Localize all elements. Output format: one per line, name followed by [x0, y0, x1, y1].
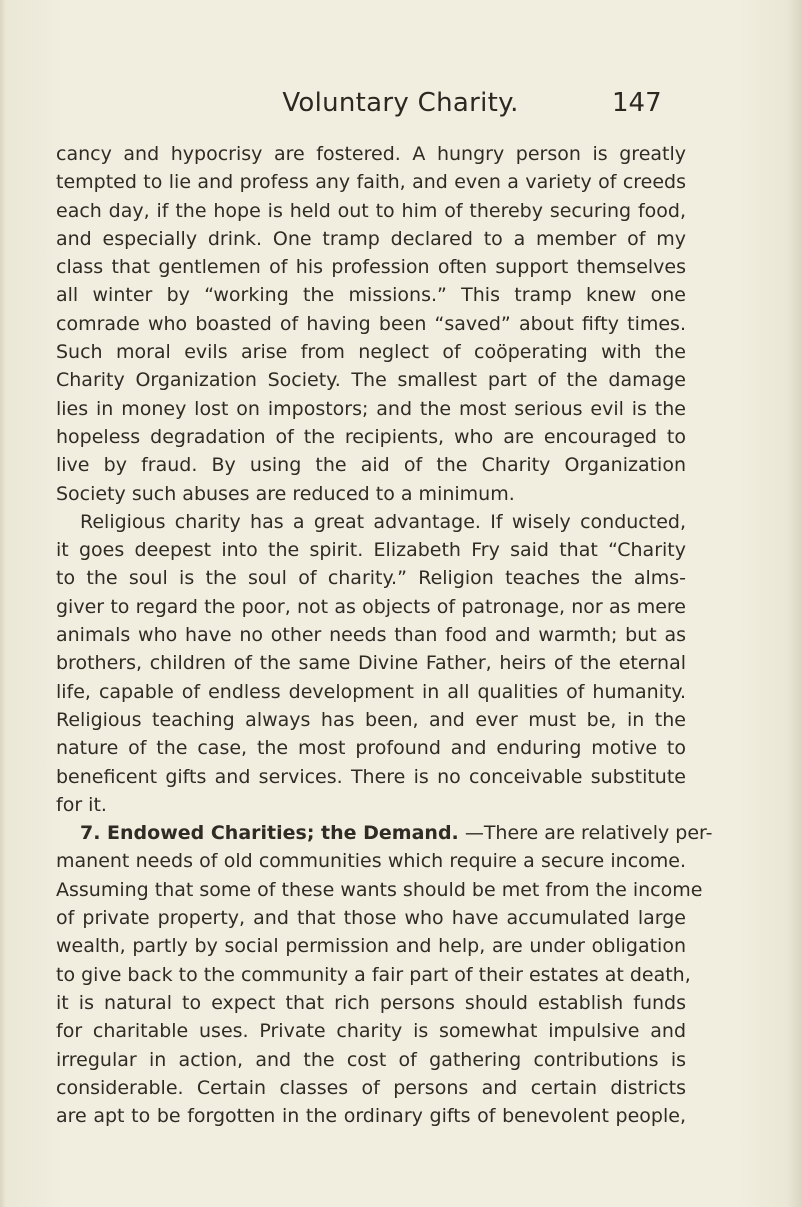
text-line: it goes deepest into the spirit. Elizabeth Fry said that “Charity — [56, 539, 686, 562]
text-line: cancy and hypocrisy are fostered. A hungry person is greatly — [56, 143, 686, 165]
text-line: irregular in action, and the cost of gathering contributions is — [56, 1048, 686, 1071]
text-line: giver to regard the poor, not as objects of patronage, nor as mere — [56, 595, 686, 618]
text-line: life, capable of endless development in all qualities of humanity. — [56, 680, 686, 703]
text-line: Religious charity has a great advantage. If wisely conducted, — [80, 510, 686, 533]
text-line: tempted to lie and profess any faith, and even a variety of creeds — [56, 171, 686, 194]
text-line: live by fraud. By using the aid of the Charity Organization — [56, 454, 686, 477]
text-line: each day, if the hope is held out to him of thereby securing food, — [56, 199, 686, 222]
text-line: Such moral evils arise from neglect of coöperating with the — [56, 341, 686, 364]
text-line: for charitable uses. Private charity is somewhat impulsive and — [56, 1020, 686, 1043]
text-line: Religious teaching always has been, and ever must be, in the — [56, 708, 686, 731]
page-left-edge — [0, 0, 6, 1207]
text-line: Society such abuses are reduced to a minimum. — [56, 482, 515, 505]
text-line: to the soul is the soul of charity.” Religion teaches the alms- — [56, 567, 686, 590]
text-line: Charity Organization Society. The smallest part of the damage — [56, 369, 686, 392]
text-line: class that gentlemen of his profession often support themselves — [56, 256, 686, 279]
section-heading: 7. Endowed Charities; the Demand. — [80, 822, 459, 845]
body-text — [56, 140, 713, 1130]
running-head: Voluntary Charity. — [282, 88, 519, 118]
section-line-text: —There are relatively per- — [464, 822, 713, 845]
text-line: manent needs of old communities which require a secure income. — [56, 850, 686, 873]
section-line — [56, 819, 713, 847]
text-line: nature of the case, the most profound and enduring motive to — [56, 737, 686, 760]
text-line: considerable. Certain classes of persons and certain districts — [56, 1076, 686, 1099]
text-line: and especially drink. One tramp declared to a member of my — [56, 227, 686, 250]
text-line: wealth, partly by social permission and help, are under obligation — [56, 935, 686, 958]
text-line: comrade who boasted of having been “saved” about fifty times. — [56, 312, 686, 335]
text-line: it is natural to expect that rich persons should establish funds — [56, 991, 686, 1014]
text-line: all winter by “working the missions.” This tramp knew one — [56, 284, 686, 307]
page-header — [0, 82, 801, 122]
text-line: for it. — [56, 793, 107, 816]
page-right-edge — [787, 0, 801, 1207]
text-line: Assuming that some of these wants should be met from the income — [56, 878, 703, 901]
text-line: of private property, and that those who have accumulated large — [56, 907, 686, 930]
text-line: to give back to the community a fair part of their estates at death, — [56, 963, 691, 986]
text-line: hopeless degradation of the recipients, who are encouraged to — [56, 425, 686, 448]
text-line: are apt to be forgotten in the ordinary gifts of benevolent people, — [56, 1105, 686, 1128]
text-line: animals who have no other needs than food and warmth; but as — [56, 624, 686, 647]
text-line: lies in money lost on impostors; and the most serious evil is the — [56, 397, 686, 420]
text-line: beneficent gifts and services. There is no conceivable substitute — [56, 765, 686, 788]
text-line: brothers, children of the same Divine Father, heirs of the eternal — [56, 652, 686, 675]
page-number: 147 — [612, 88, 662, 118]
